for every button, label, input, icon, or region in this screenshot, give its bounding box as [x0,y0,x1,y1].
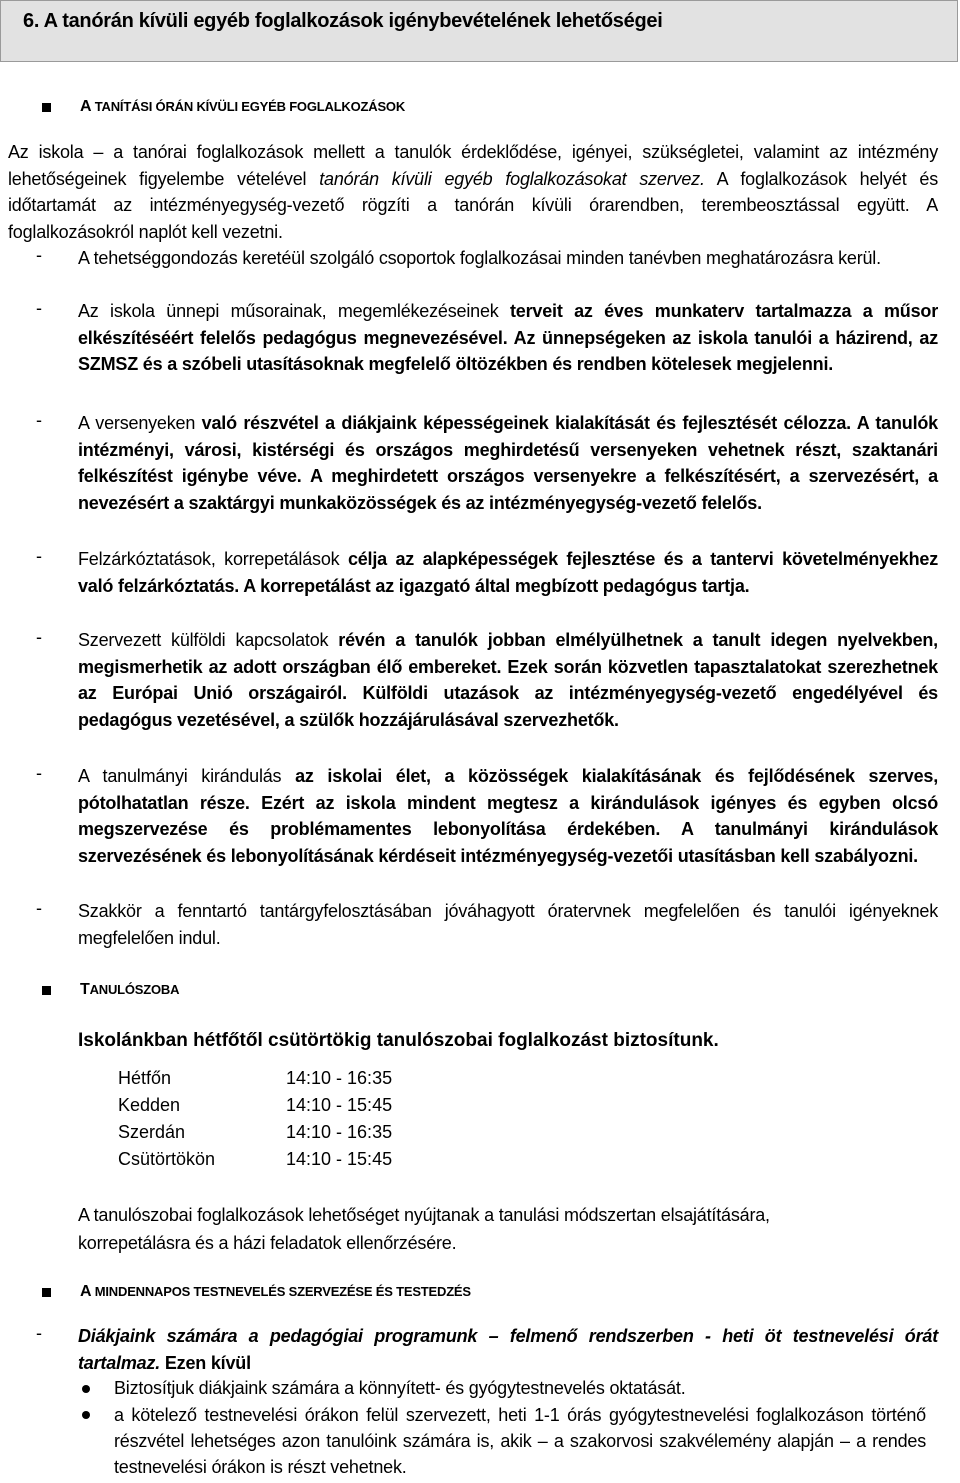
pe-lead-bold-italic: Diákjaink számára a pedagógiai programunk – felmenő rendszerben - heti öt testnevelési órát tartalmaz. [78,1326,938,1373]
list-item-celebrations [78,298,938,378]
list-item-foreign-relations [78,627,938,733]
dash-marker: - [36,410,42,430]
item-text: Felzárkóztatások, korrepetálások [78,549,348,569]
section-title-initial: A [80,1283,92,1300]
round-bullet-icon [82,1385,90,1393]
intro-text-b: A foglalkozások helyét és időtartamát az intézményegység-vezető rögzíti a tanórán kívüli órarendben, terembeosztással együtt. A foglalkozásokról naplót kell vezetni. [8,168,938,242]
chapter-heading: 6. A tanórán kívüli egyéb foglalkozások igénybevételének lehetőségei [23,10,663,32]
schedule-time: 14:10 - 16:35 [286,1122,393,1142]
item-text: Szakkör a fenntartó tantárgyfelosztásában jóváhagyott óratervnek megfelelően és tanulói igényeknek megfelelően indul. [78,901,938,948]
item-text: Az iskola ünnepi műsorainak, megemlékezéseinek [78,301,510,321]
pe-lead-bold: Ezen kívül [160,1352,251,1373]
item-text-bold: az iskolai élet, a közösségek kialakításának és fejlődésének szerves, pótolhatatlan része. Ezért az iskola mindent megtesz a kirándulások igényes és egyben olcsó megszervezése és problémamentes lebonyolítása érdekében. A tanulmányi kirándulások szervezésének és lebonyolításának kérdéseit intézményegység-vezetői utasításban kell szabályozni. [78,766,938,866]
chapter-heading-box [0,0,958,62]
intro-text-italic: tanórán kívüli egyéb foglalkozásokat szervez. [319,168,705,189]
square-bullet-icon [42,103,51,112]
item-text-bold: terveit az éves munkaterv tartalmazza a műsor elkészítéséért felelős pedagógus megnevezésével. Az ünnepségeken az iskola tanulói a házirend, az SZMSZ és a szóbeli utasításoknak megfelelő öltözékben és rendben kötelesek megjelenni. [78,301,939,374]
item-text-bold: révén a tanulók jobban elmélyülhetnek a tanult idegen nyelvekben, megismerhetik az adott országban élő embereket. Ezek során közvetlen tapasztalatokat szerezhetnek az Európai Unió országairól. Külföldi utazások az intézményegység-vezető engedélyével és pedagógus vezetésével, a szülők hozzájárulásával szervezhetők. [78,630,938,730]
item-text: A tehetséggondozás keretéül szolgáló csoportok foglalkozásai minden tanévben meghatározásra kerül. [78,248,881,268]
list-item-competitions [78,410,938,516]
item-text: Szervezett külföldi kapcsolatok [78,630,339,650]
section-title-extracurricular [80,98,405,116]
intro-text-a: Az iskola – a tanórai foglalkozások mellett a tanulók érdeklődése, igényei, szükségletei, valamint az intézmény lehetőségeinek figyelembe vételével [8,142,938,189]
schedule-time: 14:10 - 16:35 [286,1068,393,1088]
dash-marker: - [36,627,42,647]
list-item-excursion [78,763,938,869]
schedule-day: Szerdán [118,1122,186,1142]
list-item-clubs [78,898,938,951]
intro-paragraph [8,139,938,245]
schedule-day: Kedden [118,1095,181,1115]
study-room-note: A tanulószobai foglalkozások lehetőséget nyújtanak a tanulási módszertan elsajátítására, korrepetálásra és a házi feladatok ellenőrzésére. [78,1205,770,1253]
schedule-day: Csütörtökön [118,1149,216,1169]
section-title-rest: TANÍTÁSI ÓRÁN KÍVÜLI EGYÉB FOGLALKOZÁSOK [91,99,406,114]
schedule-day: Hétfőn [118,1068,172,1088]
dash-marker: - [36,898,42,918]
schedule-time: 14:10 - 15:45 [286,1095,393,1115]
square-bullet-icon [42,986,51,995]
section-title-daily-pe [80,1283,471,1301]
schedule-time: 14:10 - 15:45 [286,1149,393,1169]
dash-marker: - [36,546,42,566]
item-text-bold: való részvétel a diákjaink képességeinek kialakítását és fejlesztését célozza. A tanulók intézményi, városi, kistérségi és országos meghirdetésű versenyeken vehetnek részt, szaktanári felkészítést igénybe véve. A meghirdetett országos versenyekre a felkészítésért, a szervezésért, a nevezésért a szaktárgyi munkaközösségek és az intézményegység-vezető felelős. [78,413,938,513]
item-text: A tanulmányi kirándulás [78,766,296,786]
round-bullet-icon [82,1411,90,1419]
section-title-initial: A [80,98,92,115]
study-room-lead: Iskolánkban hétfőtől csütörtökig tanulószobai foglalkozást biztosítunk. [78,1030,719,1051]
section-title-rest: MINDENNAPOS TESTNEVELÉS SZERVEZÉSE ÉS TESTEDZÉS [91,1284,471,1299]
section-title-study-room [80,981,179,999]
item-text: A versenyeken [78,413,202,433]
pe-lead [78,1323,938,1376]
section-title-initial: T [80,981,90,998]
dash-marker: - [36,298,42,318]
pe-bullet-1: Biztosítjuk diákjaink számára a könnyített- és gyógytestnevelés oktatását. [114,1378,686,1398]
dash-marker: - [36,763,42,783]
section-title-rest: ANULÓSZOBA [89,982,180,997]
dash-marker: - [36,1323,42,1343]
dash-marker: - [36,245,42,265]
list-item-talent [78,245,938,272]
item-text-bold: célja az alapképességek fejlesztése és a tantervi követelményekhez való felzárkóztatás. A korrepetálást az igazgató által megbízott pedagógus tartja. [78,549,938,596]
square-bullet-icon [42,1288,51,1297]
list-item-tutoring [78,546,938,599]
pe-bullet-2: a kötelező testnevelési órákon felül szervezett, heti 1-1 órás gyógytestnevelési foglalkozáson történő részvétel lehetséges azon tanulóink számára is, akik – a szakorvosi szakvélemény alapján – a rendes testnevelési órákon is részt vehetnek. [114,1405,926,1477]
